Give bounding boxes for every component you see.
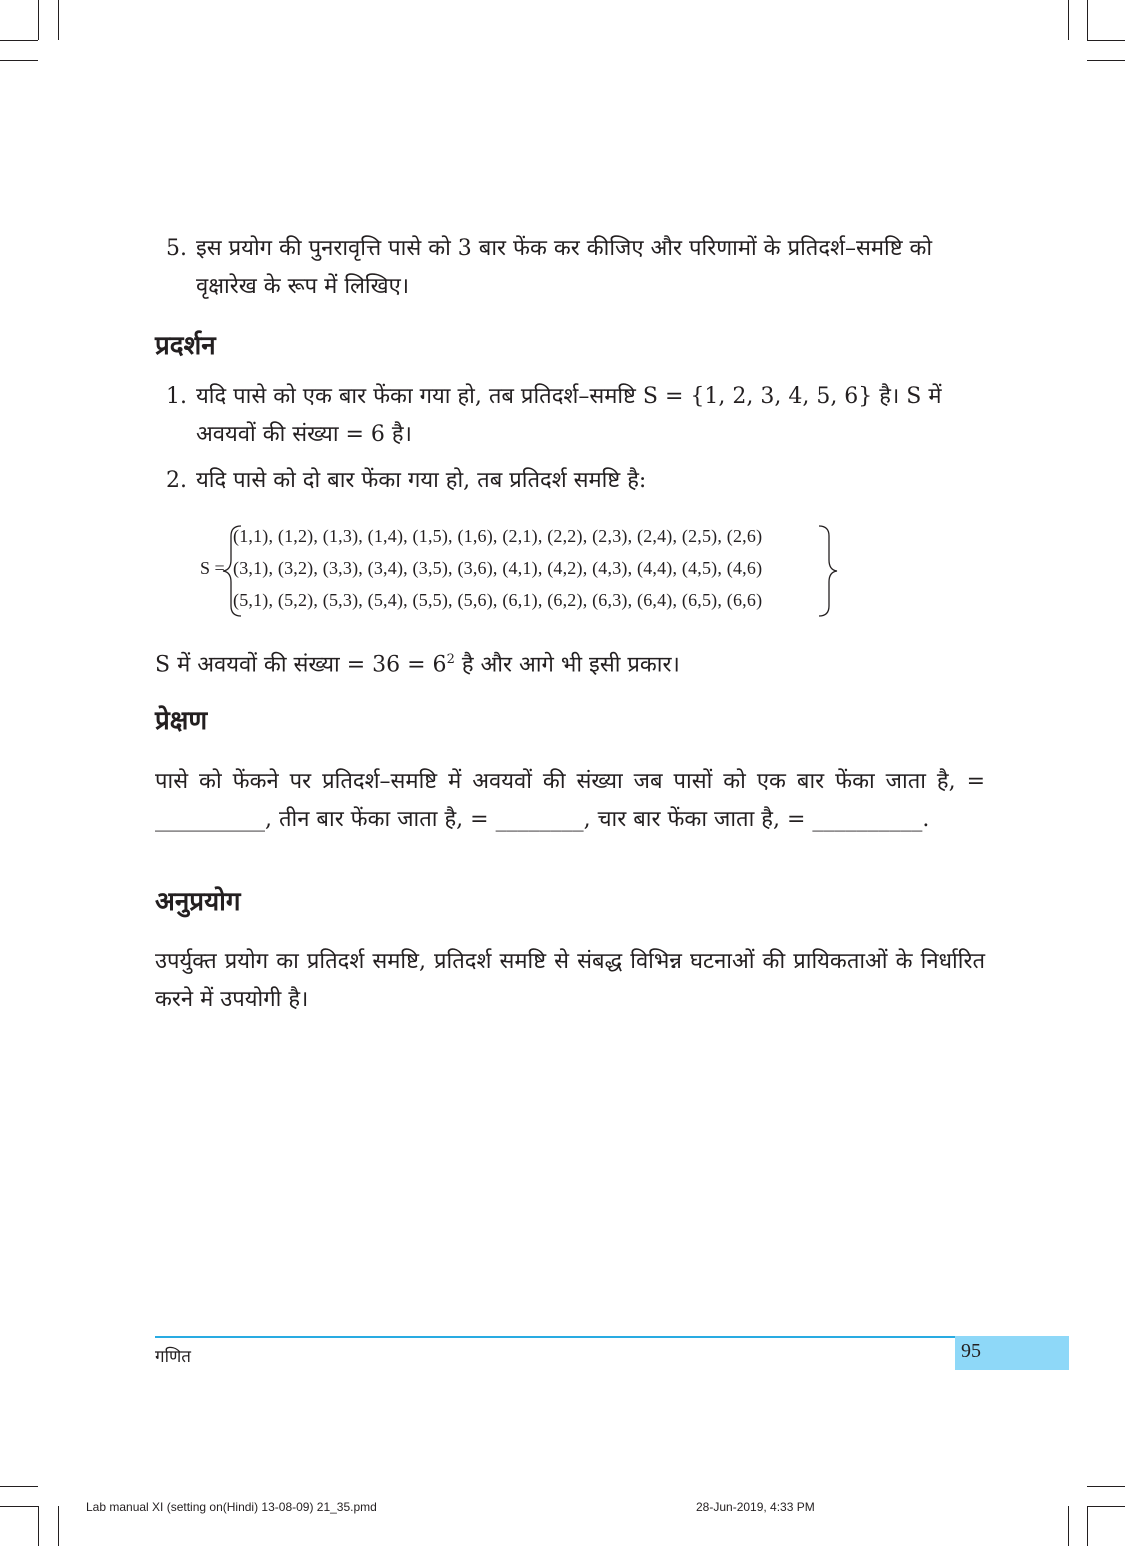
step-5 (166, 230, 984, 306)
crop-mark (1068, 1506, 1069, 1546)
demonstration-item-2 (166, 462, 984, 500)
crop-mark (58, 1506, 59, 1546)
crop-mark (1087, 40, 1125, 41)
crop-mark (0, 60, 38, 61)
item-1-text: यदि पासे को एक बार फेंका गया हो, तब प्रतिदर्श–समष्टि S = {1, 2, 3, 4, 5, 6} है। S में अवयवों की संख्या = 6 है। (196, 384, 942, 447)
crop-mark (0, 1486, 38, 1487)
page-number: 95 (961, 1340, 981, 1362)
observation-text: पासे को फेंकने पर प्रतिदर्श–समष्टि में अवयवों की संख्या जब पासों को एक बार फेंका जाता है, = __________, तीन बार फेंका जाता है, = ________, चार बार फेंका जाता है, = __________. (155, 769, 985, 832)
application-text: उपर्युक्त प्रयोग का प्रतिदर्श समष्टि, प्रतिदर्श समष्टि से संबद्ध विभिन्न घटनाओं की प्रायिकताओं के निर्धारित करने में उपयोगी है। (155, 949, 985, 1012)
crop-mark (0, 40, 38, 41)
element-count-line (155, 641, 985, 684)
application-heading: अनुप्रयोग (155, 887, 241, 917)
item-2-number: 2. (166, 468, 187, 493)
step-5-text: इस प्रयोग की पुनरावृत्ति पासे को 3 बार फेंक कर कीजिए और परिणामों के प्रतिदर्श–समष्टि को वृक्षारेख के रूप में लिखिए। (196, 236, 933, 299)
demonstration-heading: प्रदर्शन (155, 331, 216, 361)
page-number-box (955, 1336, 1069, 1370)
crop-mark (1087, 60, 1125, 61)
demonstration-item-1 (166, 378, 984, 454)
crop-mark (1068, 0, 1069, 40)
crop-mark (38, 0, 39, 40)
footer-rule (155, 1336, 955, 1338)
footer-subject: गणित (155, 1347, 191, 1367)
crop-mark (0, 1506, 38, 1507)
crop-mark (1087, 1506, 1125, 1507)
crop-mark (1087, 1506, 1088, 1546)
crop-mark (58, 0, 59, 40)
crop-mark (38, 1506, 39, 1546)
item-1-number: 1. (166, 384, 187, 409)
count-exponent: 2 (446, 652, 455, 667)
count-text-end: है और आगे भी इसी प्रकार। (454, 652, 680, 678)
sample-space-set (195, 522, 845, 620)
item-2-text: यदि पासे को दो बार फेंका गया हो, तब प्रतिदर्श समष्टि है: (196, 468, 647, 493)
slug-timestamp: 28-Jun-2019, 4:33 PM (696, 1500, 815, 1514)
crop-mark (1087, 0, 1088, 40)
set-row-3: (5,1), (5,2), (5,3), (5,4), (5,5), (5,6), (6,1), (6,2), (6,3), (6,4), (6,5), (6,6) (233, 590, 763, 610)
slug-filename: Lab manual XI (setting on(Hindi) 13-08-09) 21_35.pmd (86, 1500, 377, 1514)
set-label: S = (200, 558, 225, 578)
step-5-number: 5. (166, 236, 187, 261)
observation-heading: प्रेक्षण (155, 706, 208, 736)
set-row-2: (3,1), (3,2), (3,3), (3,4), (3,5), (3,6), (4,1), (4,2), (4,3), (4,4), (4,5), (4,6) (233, 558, 763, 578)
crop-mark (1087, 1486, 1125, 1487)
set-row-1: (1,1), (1,2), (1,3), (1,4), (1,5), (1,6), (2,1), (2,2), (2,3), (2,4), (2,5), (2,6) (233, 526, 763, 546)
count-text: S में अवयवों की संख्या = 36 = 6 (155, 652, 447, 678)
